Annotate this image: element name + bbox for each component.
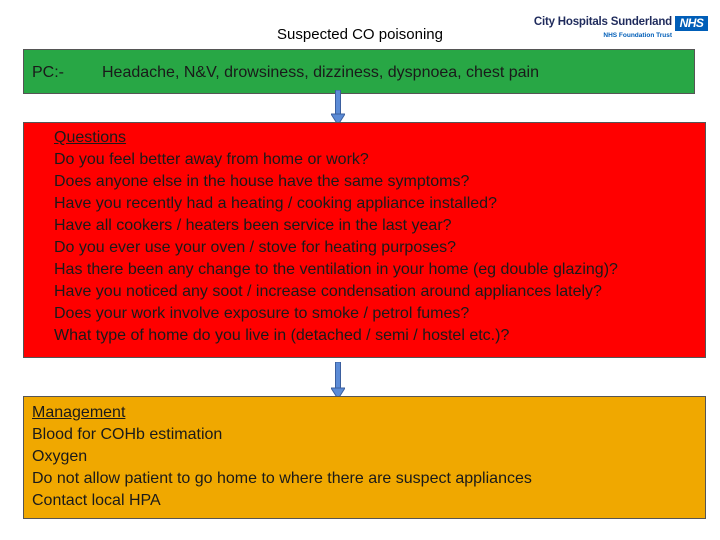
question-item: Have all cookers / heaters been service in the last year? bbox=[54, 217, 452, 234]
management-item: Do not allow patient to go home to where there are suspect appliances bbox=[32, 470, 532, 487]
question-item: Have you noticed any soot / increase condensation around appliances lately? bbox=[54, 283, 602, 300]
presenting-complaint-box bbox=[23, 49, 695, 94]
questions-heading: Questions bbox=[54, 129, 127, 146]
page-title: Suspected CO poisoning bbox=[277, 26, 443, 43]
logo-name: City Hospitals Sunderland bbox=[533, 16, 672, 28]
question-item: Have you recently had a heating / cooking appliance installed? bbox=[54, 195, 497, 212]
management-item: Blood for COHb estimation bbox=[32, 426, 223, 443]
question-item: Do you ever use your oven / stove for heating purposes? bbox=[54, 239, 457, 256]
management-item: Contact local HPA bbox=[32, 492, 161, 509]
pc-text: Headache, N&V, drowsiness, dizziness, dyspnoea, chest pain bbox=[102, 64, 539, 81]
trust-logo bbox=[533, 14, 708, 46]
logo-subtitle: NHS Foundation Trust bbox=[603, 32, 672, 39]
question-item: What type of home do you live in (detached / semi / hostel etc.)? bbox=[54, 327, 510, 344]
down-arrow-icon bbox=[331, 362, 345, 400]
nhs-badge: NHS bbox=[675, 16, 708, 31]
management-box bbox=[23, 396, 706, 519]
question-item: Does anyone else in the house have the same symptoms? bbox=[54, 173, 470, 190]
questions-box bbox=[23, 122, 706, 358]
management-heading: Management bbox=[32, 404, 126, 421]
question-item: Has there been any change to the ventilation in your home (eg double glazing)? bbox=[54, 261, 618, 278]
down-arrow-icon bbox=[331, 90, 345, 126]
question-item: Does your work involve exposure to smoke / petrol fumes? bbox=[54, 305, 470, 322]
pc-label: PC:- bbox=[32, 64, 64, 81]
question-item: Do you feel better away from home or work? bbox=[54, 151, 369, 168]
management-item: Oxygen bbox=[32, 448, 88, 465]
